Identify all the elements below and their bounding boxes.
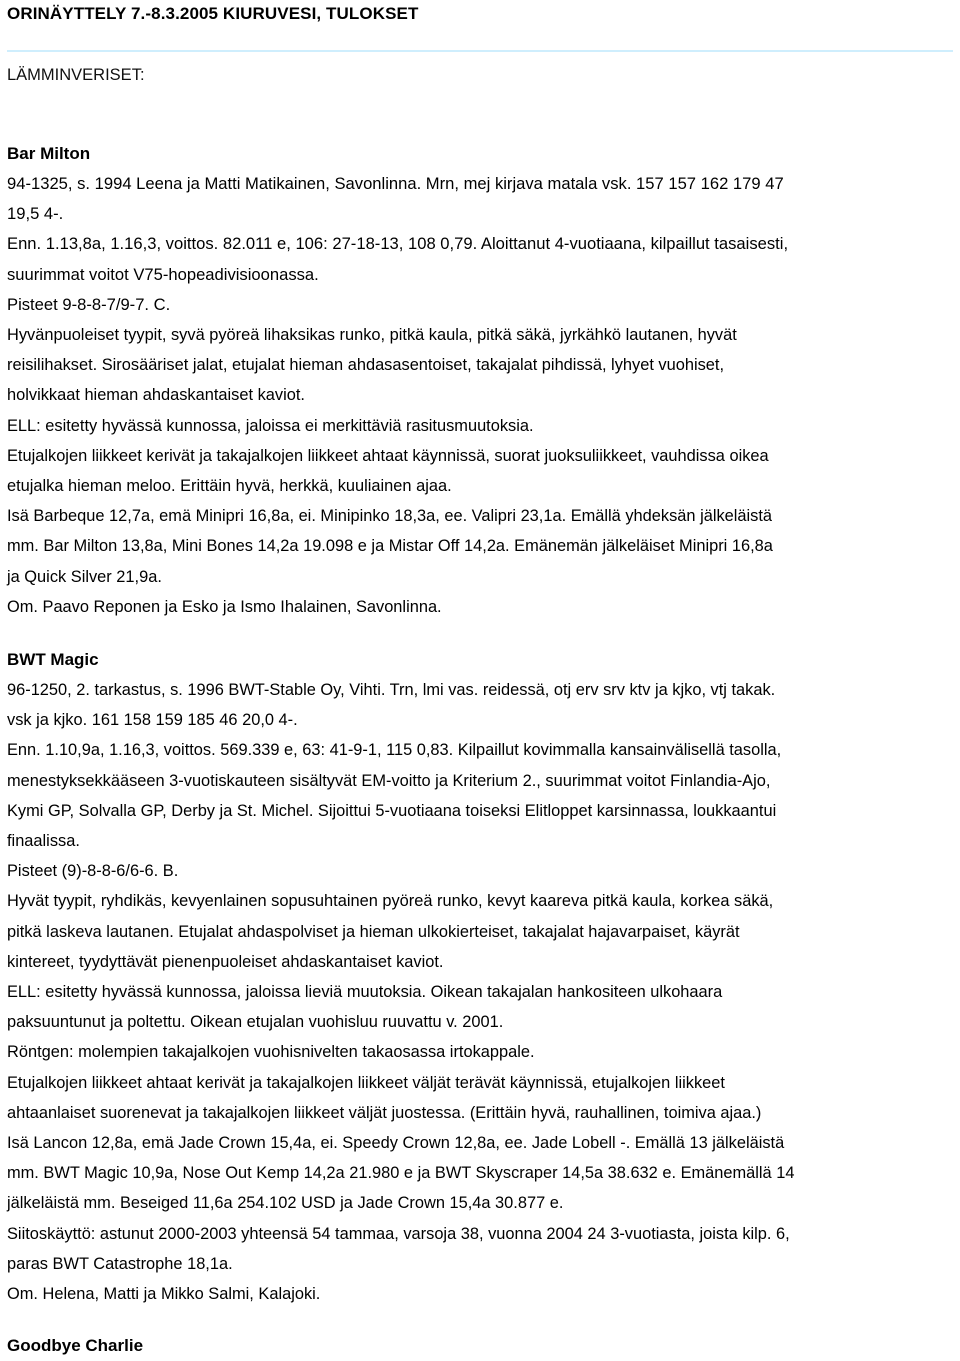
entry-line: pitkä laskeva lautanen. Etujalat ahdaspolviset ja hieman ulkokierteiset, takajalat hajavarpaiset, käyrät — [7, 922, 740, 941]
entry-line: Om. Paavo Reponen ja Esko ja Ismo Ihalainen, Savonlinna. — [7, 597, 442, 616]
document-title: ORINÄYTTELY 7.-8.3.2005 KIURUVESI, TULOKSET — [7, 4, 419, 23]
entry-line: paksuuntunut ja poltettu. Oikean etujalan vuohisluu ruuvattu v. 2001. — [7, 1013, 504, 1032]
entry-line: Enn. 1.13,8a, 1.16,3, voittos. 82.011 e, 106: 27-18-13, 108 0,79. Aloittanut 4-vuotiaana, kilpaillut tasaisesti, — [7, 234, 789, 254]
entry-line: etujalka hieman meloo. Erittäin hyvä, herkkä, kuuliainen ajaa. — [7, 477, 452, 496]
entry-line: Kymi GP, Solvalla GP, Derby ja St. Michel. Sijoittui 5-vuotiaana toiseksi Elitloppet karsinnassa, loukkaantui — [7, 801, 777, 820]
horse-name: BWT Magic — [7, 650, 99, 669]
entry-line: 94-1325, s. 1994 Leena ja Matti Matikainen, Savonlinna. Mrn, mej kirjava matala vsk. 157 157 162 179 47 — [7, 174, 784, 193]
entry-line: ja Quick Silver 21,9a. — [7, 567, 162, 586]
entry-line: paras BWT Catastrophe 18,1a. — [7, 1254, 233, 1273]
entry-line: ELL: esitetty hyvässä kunnossa, jaloissa lieviä muutoksia. Oikean takajalan hankositeen ulkohaara — [7, 983, 723, 1002]
entry-line: 19,5 4-. — [7, 204, 64, 224]
entry-line: Röntgen: molempien takajalkojen vuohisnivelten takaosassa irtokappale. — [7, 1043, 535, 1062]
horse-name: Goodbye Charlie — [7, 1336, 144, 1355]
entry-bar-milton — [7, 139, 953, 622]
entry-line: Etujalkojen liikkeet kerivät ja takajalkojen liikkeet ahtaat käynnissä, suorat juoksuliikkeet, vauhdissa oikea — [7, 446, 769, 465]
entry-line: menestyksekkääseen 3-vuotiskauteen sisältyvät EM-voitto ja Kriterium 2., suurimmat voitot Finlandia-Ajo, — [7, 771, 771, 790]
entry-line: Isä Lancon 12,8a, emä Jade Crown 15,4a, ei. Speedy Crown 12,8a, ee. Jade Lobell -. Emällä 13 jälkeläistä — [7, 1134, 785, 1153]
entry-line: Siitoskäyttö: astunut 2000-2003 yhteensä 54 tammaa, varsoja 38, vuonna 2004 24 3-vuotiasta, joista kilp. 6, — [7, 1224, 790, 1243]
entry-line: finaalissa. — [7, 832, 80, 851]
entry-line: Isä Barbeque 12,7a, emä Minipri 16,8a, ei. Minipinko 18,3a, ee. Valipri 23,1a. Emällä yhdeksän jälkeläistä — [7, 507, 773, 526]
entry-line: Hyvät tyypit, ryhdikäs, kevyenlainen sopusuhtainen pyöreä runko, kevyt kaareva pitkä kaula, korkea säkä, — [7, 892, 774, 911]
entry-line: Om. Helena, Matti ja Mikko Salmi, Kalajoki. — [7, 1285, 321, 1304]
entry-line: kintereet, tyydyttävät pienenpuoleiset ahdaskantaiset kaviot. — [7, 952, 444, 971]
entry-line: ahtaanlaiset suorenevat ja takajalkojen liikkeet väljät juostessa. (Erittäin hyvä, rauhallinen, toimiva ajaa.) — [7, 1103, 762, 1122]
entry-line: Pisteet 9-8-8-7/9-7. C. — [7, 294, 171, 314]
entry-line: Hyvänpuoleiset tyypit, syvä pyöreä lihaksikas runko, pitkä kaula, pitkä säkä, jyrkähkö lautanen, hyvät — [7, 326, 737, 345]
title-divider — [7, 50, 953, 52]
entry-line: mm. BWT Magic 10,9a, Nose Out Kemp 14,2a 21.980 e ja BWT Skyscraper 14,5a 38.632 e. Emänemällä 14 — [7, 1164, 795, 1183]
entry-line: holvikkaat hieman ahdaskantaiset kaviot. — [7, 386, 305, 405]
entry-line: Etujalkojen liikkeet ahtaat kerivät ja takajalkojen liikkeet väljät terävät käynnissä, etujalkojen liikkeet — [7, 1073, 725, 1092]
entry-line: Pisteet (9)-8-8-6/6-6. B. — [7, 862, 179, 881]
entry-line: ELL: esitetty hyvässä kunnossa, jaloissa ei merkittäviä rasitusmuutoksia. — [7, 416, 534, 435]
section-heading: LÄMMINVERISET: — [7, 66, 145, 84]
document-page — [7, 0, 953, 1355]
entry-line: 96-1250, 2. tarkastus, s. 1996 BWT-Stable Oy, Vihti. Trn, lmi vas. reidessä, otj erv srv ktv ja kjko, vtj takak. — [7, 681, 776, 699]
horse-name: Bar Milton — [7, 144, 91, 163]
entry-goodbye-charlie — [7, 1331, 953, 1361]
entry-line: vsk ja kjko. 161 158 159 185 46 20,0 4-. — [7, 711, 298, 730]
entry-line: Enn. 1.10,9a, 1.16,3, voittos. 569.339 e, 63: 41-9-1, 115 0,83. Kilpaillut kovimmalla kansainvälisellä tasolla, — [7, 741, 782, 760]
entry-line: jälkeläistä mm. Beseiged 11,6a 254.102 USD ja Jade Crown 15,4a 30.877 e. — [7, 1194, 564, 1213]
entry-line: suurimmat voitot V75-hopeadivisioonassa. — [7, 264, 319, 284]
entry-line: reisilihakset. Sirosääriset jalat, etujalat hieman ahdasasentoiset, takajalat pihdissä, lyhyet vuohiset, — [7, 356, 725, 375]
entry-line: mm. Bar Milton 13,8a, Mini Bones 14,2a 19.098 e ja Mistar Off 14,2a. Emänemän jälkeläiset Minipri 16,8a — [7, 537, 773, 556]
entry-bwt-magic — [7, 645, 953, 1309]
